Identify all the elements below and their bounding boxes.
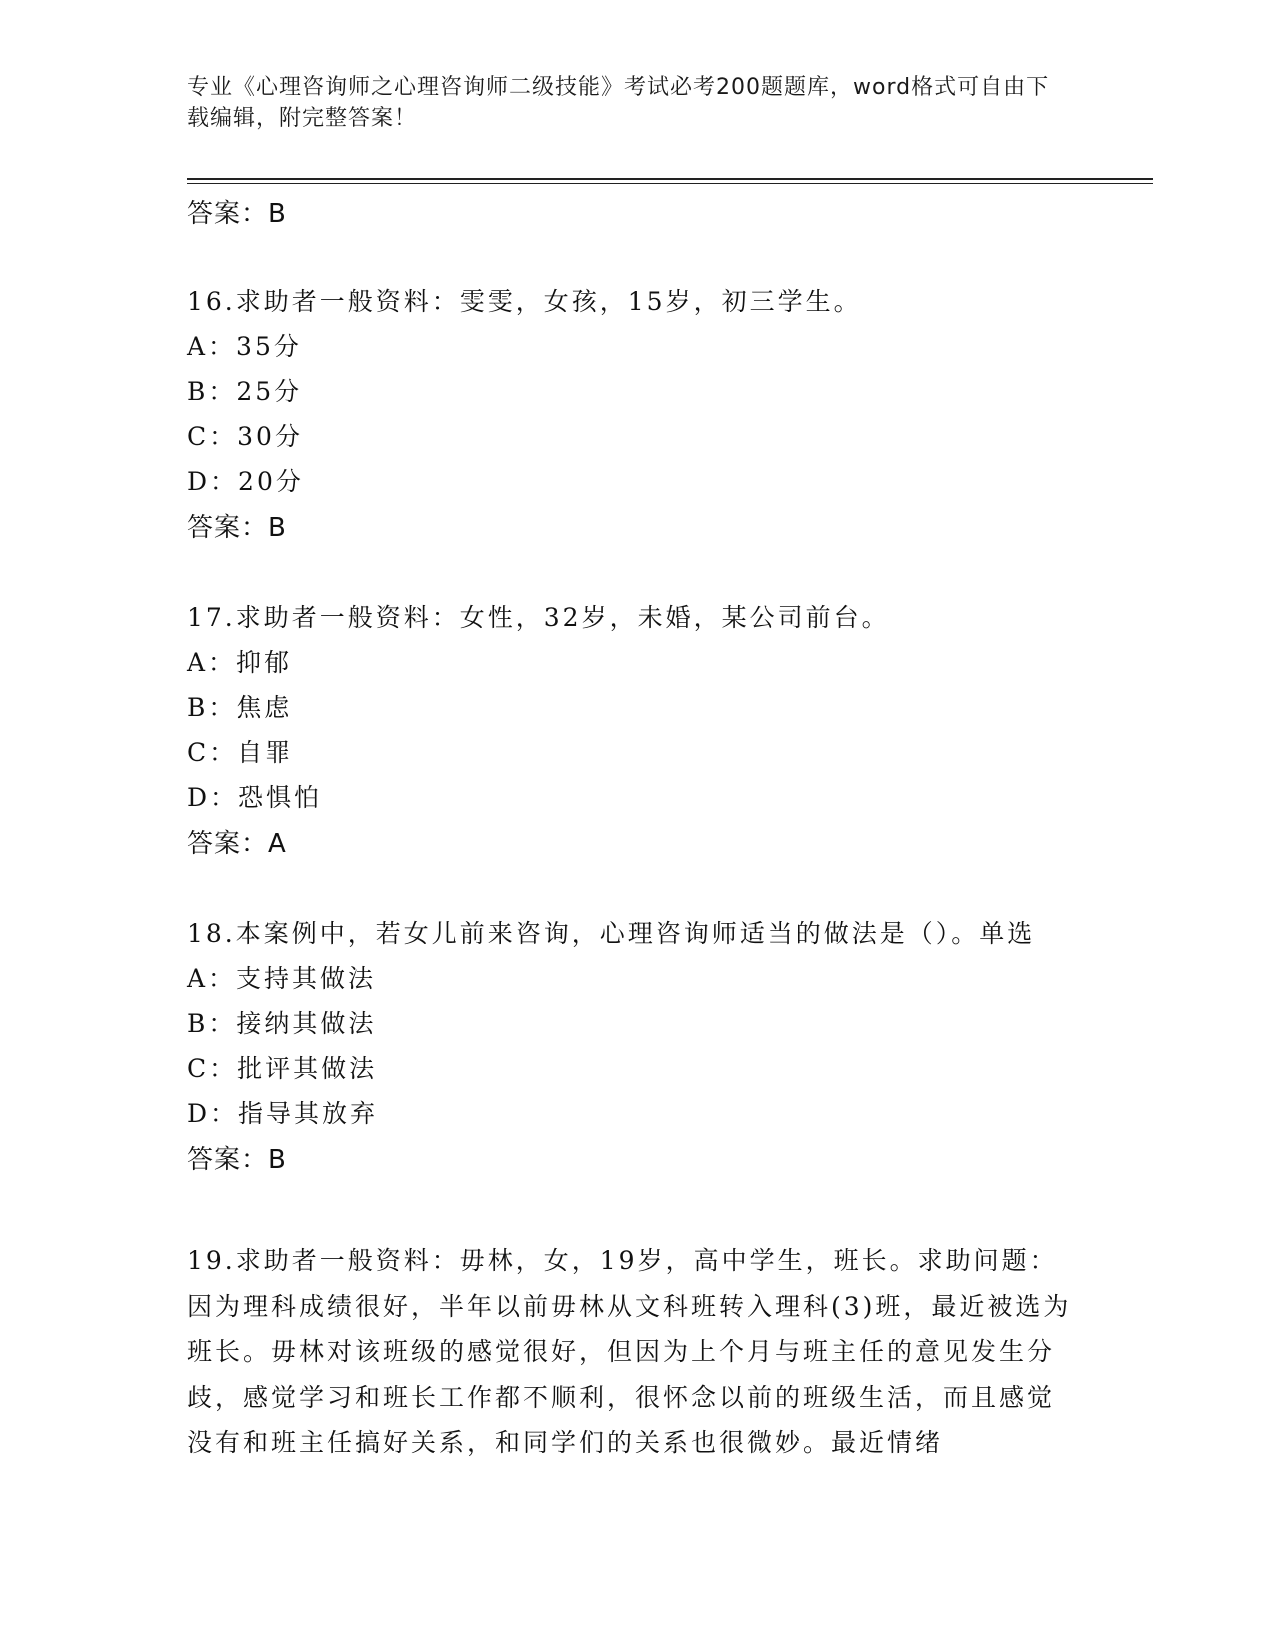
question-16-option-c: C：30分 xyxy=(187,422,303,451)
header-divider-thick xyxy=(187,178,1153,180)
question-16-option-d: D：20分 xyxy=(187,467,304,496)
question-16-option-b: B：25分 xyxy=(187,377,303,406)
answer-18: 答案：B xyxy=(187,1145,287,1175)
question-17-option-b: B：焦虑 xyxy=(187,693,293,722)
question-17-option-a: A：抑郁 xyxy=(187,648,293,677)
question-17-option-c: C：自罪 xyxy=(187,738,294,767)
question-16-stem: 16.求助者一般资料：雯雯，女孩，15岁，初三学生。 xyxy=(187,287,862,316)
question-18-option-a: A：支持其做法 xyxy=(187,964,377,993)
question-19-stem: 19.求助者一般资料：毋林，女，19岁，高中学生，班长。求助问题：因为理科成绩很好，半年以前毋林从文科班转入理科(3)班，最近被选为班长。毋林对该班级的感觉很好，但因为上个月与班主任的意见发生分歧，感觉学习和班长工作都不顺利，很怀念以前的班级生活，而且感觉没有和班主任搞好关系，和同学们的关系也很微妙。最近情绪 xyxy=(187,1246,1072,1457)
answer-16: 答案：B xyxy=(187,513,287,543)
header-divider-thin xyxy=(187,183,1153,184)
question-17-stem: 17.求助者一般资料：女性，32岁，未婚，某公司前台。 xyxy=(187,603,890,632)
document-header: 专业《心理咨询师之心理咨询师二级技能》考试必考200题题库，word格式可自由下载编辑，附完整答案！ xyxy=(187,75,1050,131)
answer-17: 答案：A xyxy=(187,829,287,859)
question-18-option-b: B：接纳其做法 xyxy=(187,1009,377,1038)
answer-15: 答案：B xyxy=(187,199,287,229)
question-16-option-a: A：35分 xyxy=(187,332,302,361)
question-18-stem: 18.本案例中，若女儿前来咨询，心理咨询师适当的做法是（）。单选 xyxy=(187,919,1036,948)
question-18-option-c: C：批评其做法 xyxy=(187,1054,378,1083)
question-17-option-d: D：恐惧怕 xyxy=(187,783,323,812)
question-18-option-d: D：指导其放弃 xyxy=(187,1099,379,1128)
